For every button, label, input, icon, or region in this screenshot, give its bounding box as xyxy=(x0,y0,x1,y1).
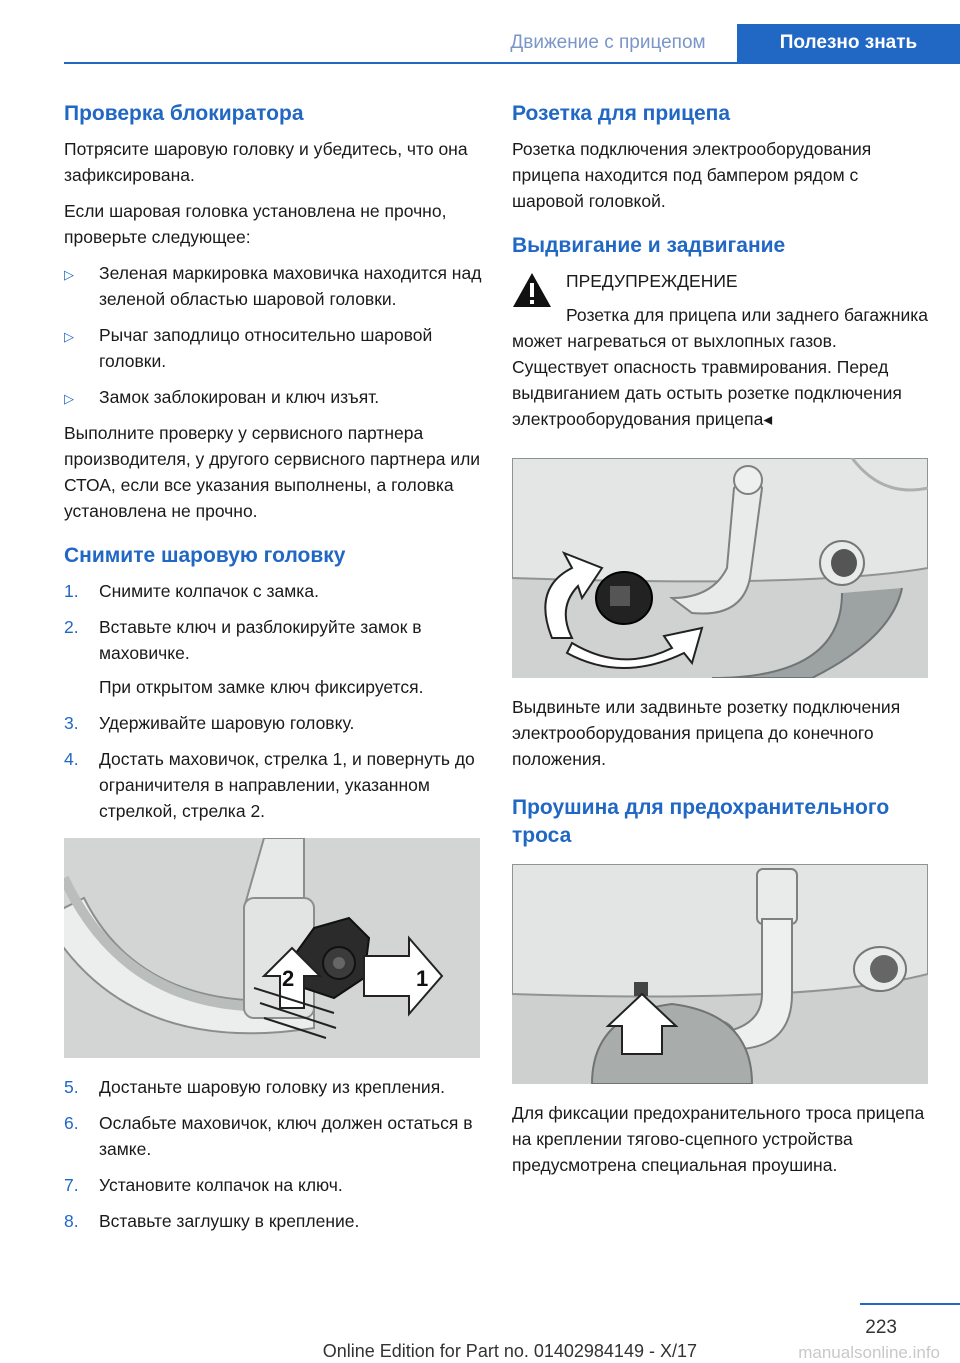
check-list xyxy=(64,260,482,410)
step-number: 7. xyxy=(64,1175,79,1195)
step-item: 7. Установите колпачок на ключ. xyxy=(64,1172,482,1198)
triangle-bullet-icon: ▷ xyxy=(64,391,74,406)
header-section-title: Движение с прицепом xyxy=(510,32,706,53)
slide-heading: Выдвигание и задвигание xyxy=(512,234,786,257)
page-footer xyxy=(0,1285,960,1362)
step-number: 2. xyxy=(64,617,79,637)
step-item: 6. Ослабьте маховичок, ключ должен остаться в замке. xyxy=(64,1110,482,1162)
steps-list-a xyxy=(64,578,482,824)
arrow-label-1: 1 xyxy=(416,966,429,991)
slide-caption: Выдвиньте или задвиньте розетку подключения электрооборудования прицепа до конечного положения. xyxy=(512,697,901,769)
step-item: 5. Достаньте шаровую головку из крепления. xyxy=(64,1074,482,1100)
step-number: 1. xyxy=(64,581,79,601)
socket-heading: Розетка для прицепа xyxy=(512,102,731,125)
check-paragraph-1: Потрясите шаровую головку и убедитесь, что она зафиксирована. xyxy=(64,139,468,185)
arrow-label-2: 2 xyxy=(282,966,295,991)
list-item: ▷ Замок заблокирован и ключ изъят. xyxy=(64,384,482,410)
warning-title: ПРЕДУПРЕЖДЕНИЕ xyxy=(566,271,738,291)
socket-slide-illustration xyxy=(512,458,928,678)
eye-heading: Проушина для предохранительного троса xyxy=(512,796,890,847)
triangle-bullet-icon: ▷ xyxy=(64,267,74,282)
check-paragraph-2: Если шаровая головка установлена не прочно, проверьте следующее: xyxy=(64,201,447,247)
warning-triangle-icon xyxy=(512,272,552,308)
check-heading: Проверка блокиратора xyxy=(64,102,304,125)
step-number: 6. xyxy=(64,1113,79,1133)
edition-label: Online Edition for Part no. 01402984149 - X/17 xyxy=(322,1341,697,1361)
watermark-text: manualsonline.info xyxy=(798,1343,940,1362)
step-item: 1. Снимите колпачок с замка. xyxy=(64,578,482,604)
list-item: ▷ Рычаг заподлицо относительно шаровой головки. xyxy=(64,325,433,371)
header-chapter-tab: Полезно знать xyxy=(737,24,960,62)
step-number: 4. xyxy=(64,749,79,769)
step-number: 5. xyxy=(64,1077,79,1097)
ball-head-removal-drawing xyxy=(64,838,480,1058)
ball-head-removal-illustration xyxy=(64,838,480,1058)
step-number: 8. xyxy=(64,1211,79,1231)
steps-list-b xyxy=(64,1074,482,1234)
warning-text: Розетка для прицепа или заднего багажника может нагреваться от выхлопных газов. Существует опасность травмирования. Перед выдвиганием дать остыть розетке подключения электрооборудования прицепа◂ xyxy=(512,305,929,429)
page-header xyxy=(0,24,960,62)
left-column xyxy=(64,100,482,1244)
safety-cable-eye-drawing xyxy=(512,864,928,1084)
triangle-bullet-icon: ▷ xyxy=(64,329,74,344)
warning-box xyxy=(512,268,930,432)
socket-slide-drawing xyxy=(512,458,928,678)
footer-rule xyxy=(860,1303,960,1305)
step-item: 8. Вставьте заглушку в крепление. xyxy=(64,1208,482,1234)
eye-caption: Для фиксации предохранительного троса прицепа на креплении тягово-сцепного устройства предусмотрена специальная проушина. xyxy=(512,1103,925,1175)
list-item: ▷ Зеленая маркировка маховичка находится над зеленой областью шаровой головки. xyxy=(64,263,482,309)
step-note: При открытом замке ключ фиксируется. xyxy=(99,677,424,697)
right-column xyxy=(512,100,930,1188)
remove-heading: Снимите шаровую головку xyxy=(64,544,346,567)
header-rule xyxy=(64,62,960,64)
step-item: 2. Вставьте ключ и разблокируйте замок в маховичке. При открытом замке ключ фиксируется. xyxy=(64,614,482,700)
page-number: 223 xyxy=(865,1317,897,1338)
check-paragraph-3: Выполните проверку у сервисного партнера производителя, у другого сервисного партнера или СТОА, если все указания выполнены, а головка установлена не прочно. xyxy=(64,423,481,521)
safety-cable-eye-illustration xyxy=(512,864,928,1084)
step-number: 3. xyxy=(64,713,79,733)
step-item: 3. Удерживайте шаровую головку. xyxy=(64,710,482,736)
step-item: 4. Достать маховичок, стрелка 1, и повернуть до ограничителя в направлении, указанном стрелкой, стрелка 2. xyxy=(64,746,482,824)
socket-paragraph: Розетка подключения электрооборудования прицепа находится под бампером рядом с шаровой головкой. xyxy=(512,139,872,211)
